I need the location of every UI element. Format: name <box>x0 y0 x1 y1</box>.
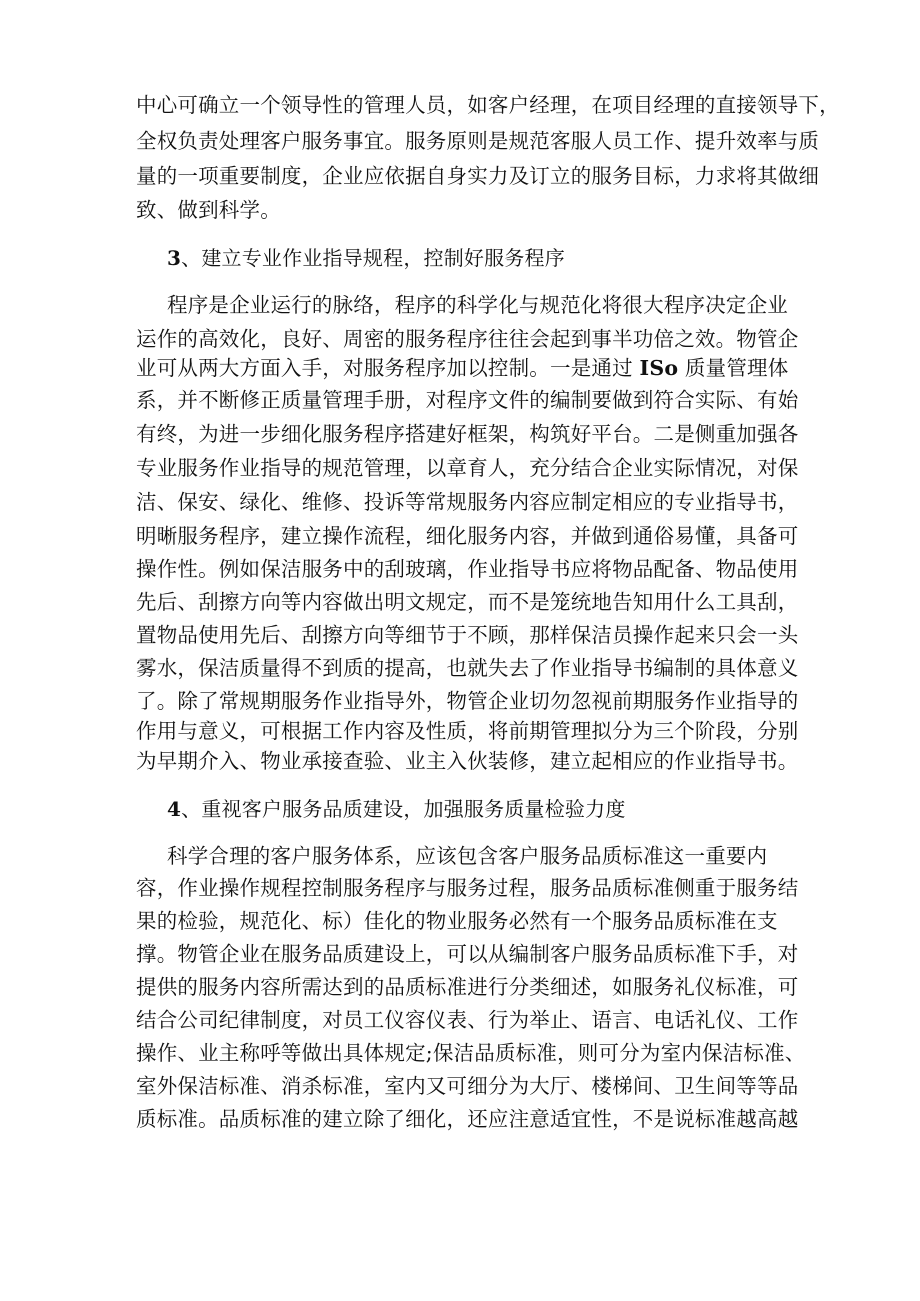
paragraph-line: 操作、业主称呼等做出具体规定;保洁品质标准，则可分为室内保洁标准、 <box>136 1041 806 1065</box>
paragraph-text: 质量管理体 <box>684 356 789 380</box>
paragraph-line: 撑。物管企业在服务品质建设上，可以从编制客户服务品质标准下手，对 <box>136 942 799 966</box>
heading-number: 3 <box>167 246 182 270</box>
paragraph-line: 先后、刮擦方向等内容做出明文规定，而不是笼统地告知用什么工具刮， <box>136 590 799 614</box>
paragraph-line: 量的一项重要制度，企业应依据自身实力及订立的服务目标，力求将其做细 <box>136 164 820 188</box>
paragraph-line: 室外保洁标准、消杀标准，室内又可细分为大厅、楼梯间、卫生间等等品 <box>136 1074 799 1098</box>
heading-text: 、重视客户服务品质建设，加强服务质量检验力度 <box>181 797 626 821</box>
paragraph-line: 运作的高效化，良好、周密的服务程序往往会起到事半功倍之效。物管企 <box>136 327 799 351</box>
iso-term: ISo <box>639 356 679 380</box>
paragraph-line: 致、做到科学。 <box>136 198 281 222</box>
heading-text: 、建立专业作业指导规程，控制好服务程序 <box>181 246 565 270</box>
heading-number: 4 <box>167 797 182 821</box>
paragraph-line: 置物品使用先后、刮擦方向等细节于不顾，那样保洁员操作起来只会一头 <box>136 623 799 647</box>
paragraph-line: 雾水，保洁质量得不到质的提高，也就失去了作业指导书编制的具体意义 <box>136 656 799 680</box>
section-heading-3 <box>167 241 565 275</box>
paragraph-line: 全权负责处理客户服务事宜。服务原则是规范客服人员工作、提升效率与质 <box>136 129 820 153</box>
paragraph-line: 明晰服务程序，建立操作流程，细化服务内容，并做到通俗易懂，具备可 <box>136 524 799 548</box>
paragraph-line-mixed <box>136 351 788 385</box>
paragraph-line: 质标准。品质标准的建立除了细化，还应注意适宜性，不是说标准越高越 <box>136 1107 799 1131</box>
paragraph-line: 有终，为进一步细化服务程序搭建好框架，构筑好平台。二是侧重加强各 <box>136 422 799 446</box>
paragraph-line: 操作性。例如保洁服务中的刮玻璃，作业指导书应将物品配备、物品使用 <box>136 557 799 581</box>
paragraph-line: 容，作业操作规程控制服务程序与服务过程，服务品质标准侧重于服务结 <box>136 876 799 900</box>
paragraph-line: 专业服务作业指导的规范管理，以章育人，充分结合企业实际情况，对保 <box>136 456 799 480</box>
paragraph-line: 结合公司纪律制度，对员工仪容仪表、行为举止、语言、电话礼仪、工作 <box>136 1008 799 1032</box>
paragraph-line: 果的检验，规范化、标）佳化的物业服务必然有一个服务品质标准在支 <box>136 909 778 933</box>
paragraph-line: 为早期介入、物业承接查验、业主入伙装修，建立起相应的作业指导书。 <box>136 749 799 773</box>
paragraph-text: 业可从两大方面入手，对服务程序加以控制。一是通过 <box>136 356 633 380</box>
paragraph-line: 作用与意义，可根据工作内容及性质，将前期管理拟分为三个阶段，分别 <box>136 719 799 743</box>
paragraph-line: 了。除了常规期服务作业指导外，物管企业切勿忽视前期服务作业指导的 <box>136 689 799 713</box>
paragraph-line: 提供的服务内容所需达到的品质标准进行分类细述，如服务礼仪标准，可 <box>136 975 799 999</box>
paragraph-line: 系，并不断修正质量管理手册，对程序文件的编制要做到符合实际、有始 <box>136 388 799 412</box>
section-heading-4 <box>167 792 626 826</box>
paragraph-line: 中心可确立一个领导性的管理人员，如客户经理，在项目经理的直接领导下， <box>136 93 840 117</box>
paragraph-line: 程序是企业运行的脉络，程序的科学化与规范化将很大程序决定企业 <box>167 293 788 317</box>
paragraph-line: 科学合理的客户服务体系，应该包含客户服务品质标准这一重要内 <box>167 844 768 868</box>
paragraph-line: 洁、保安、绿化、维修、投诉等常规服务内容应制定相应的专业指导书， <box>136 490 799 514</box>
